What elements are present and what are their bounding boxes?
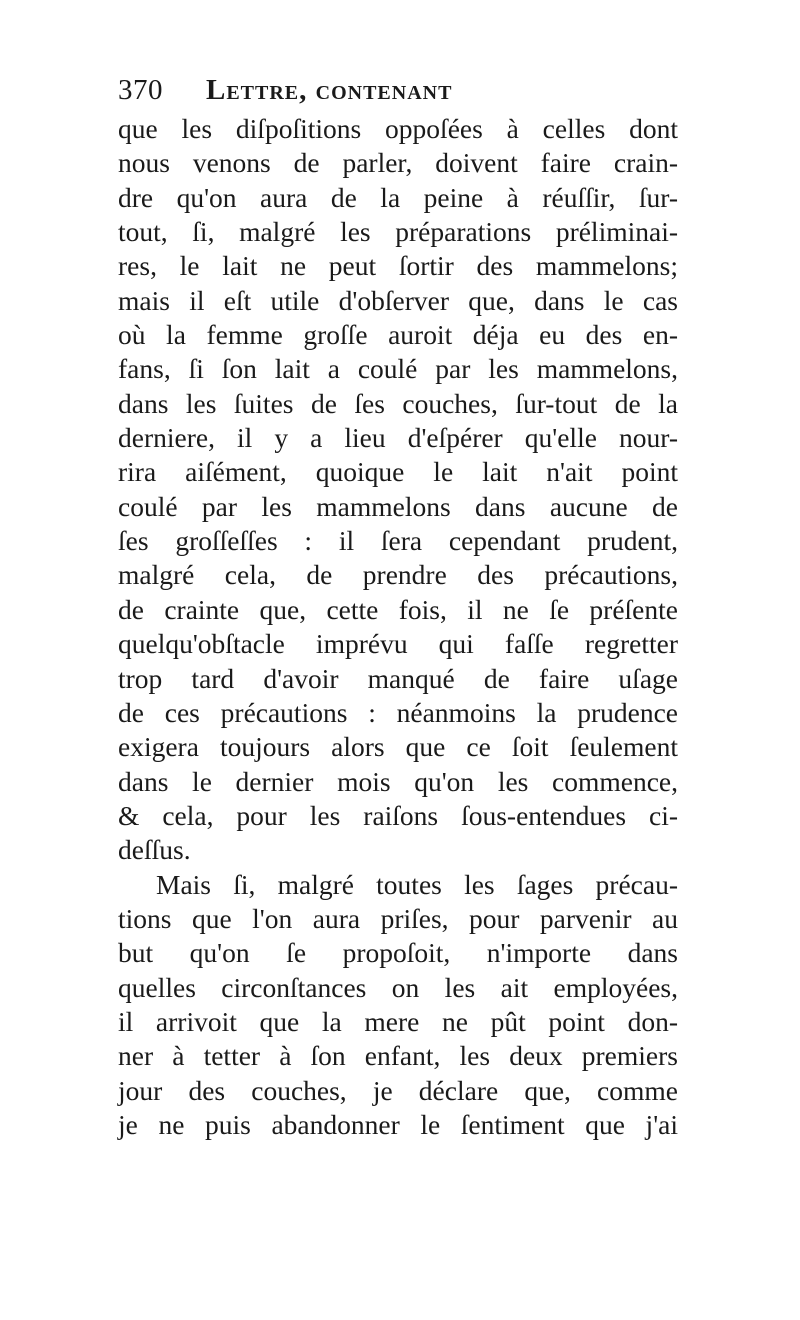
text-line: ſes groſſeſſes : il ſera cependant prudent, — [118, 525, 678, 557]
text-line: fans, ſi ſon lait a coulé par les mammelons, — [118, 353, 678, 385]
text-line: tions que l'on aura priſes, pour parvenir au — [118, 902, 678, 934]
text-line: rira aiſément, quoique le lait n'ait point — [118, 456, 678, 488]
body-text — [118, 112, 678, 1142]
text-line: où la femme groſſe auroit déja eu des en- — [118, 319, 678, 351]
text-line: coulé par les mammelons dans aucune de — [118, 490, 678, 522]
text-line: jour des couches, je déclare que, comme — [118, 1074, 678, 1106]
text-line: de ces précautions : néanmoins la prudence — [118, 696, 678, 728]
text-line: & cela, pour les raiſons ſous-entendues ci- — [118, 799, 678, 831]
text-line: derniere, il y a lieu d'eſpérer qu'elle nour- — [118, 422, 678, 454]
text-line: que les diſpoſitions oppoſées à celles dont — [118, 113, 678, 144]
text-line: je ne puis abandonner le ſentiment que j'ai — [118, 1108, 678, 1140]
text-line: tout, ſi, malgré les préparations préliminai- — [118, 216, 678, 248]
text-line: exigera toujours alors que ce ſoit ſeulement — [118, 731, 678, 763]
text-line: de crainte que, cette fois, il ne ſe préſente — [118, 593, 678, 625]
text-line: deſſus. — [118, 834, 191, 866]
text-line: nous venons de parler, doivent faire crain- — [118, 147, 678, 179]
text-line: malgré cela, de prendre des précautions, — [118, 559, 678, 591]
paragraph — [118, 112, 678, 868]
page-number: 370 — [118, 74, 163, 106]
text-line: Mais ſi, malgré toutes les ſages précau- — [156, 868, 678, 900]
book-page — [118, 70, 688, 1160]
text-line: mais il eſt utile d'obſerver que, dans le cas — [118, 284, 678, 316]
running-head: Lettre, contenant — [206, 74, 453, 106]
text-line: quelqu'obſtacle imprévu qui faſſe regretter — [118, 628, 678, 660]
text-line: trop tard d'avoir manqué de faire uſage — [118, 662, 678, 694]
text-line: quelles circonſtances on les ait employées, — [118, 971, 678, 1003]
text-line: res, le lait ne peut ſortir des mammelons; — [118, 250, 678, 282]
text-line: dans le dernier mois qu'on les commence, — [118, 765, 678, 797]
text-line: il arrivoit que la mere ne pût point don- — [118, 1005, 678, 1037]
text-line: dans les ſuites de ſes couches, ſur-tout de la — [118, 387, 678, 419]
text-line: dre qu'on aura de la peine à réuſſir, ſur- — [118, 181, 678, 213]
text-line: ner à tetter à ſon enfant, les deux premiers — [118, 1040, 678, 1072]
text-line: but qu'on ſe propoſoit, n'importe dans — [118, 937, 678, 969]
paragraph — [118, 868, 678, 1143]
page-header — [118, 70, 688, 110]
